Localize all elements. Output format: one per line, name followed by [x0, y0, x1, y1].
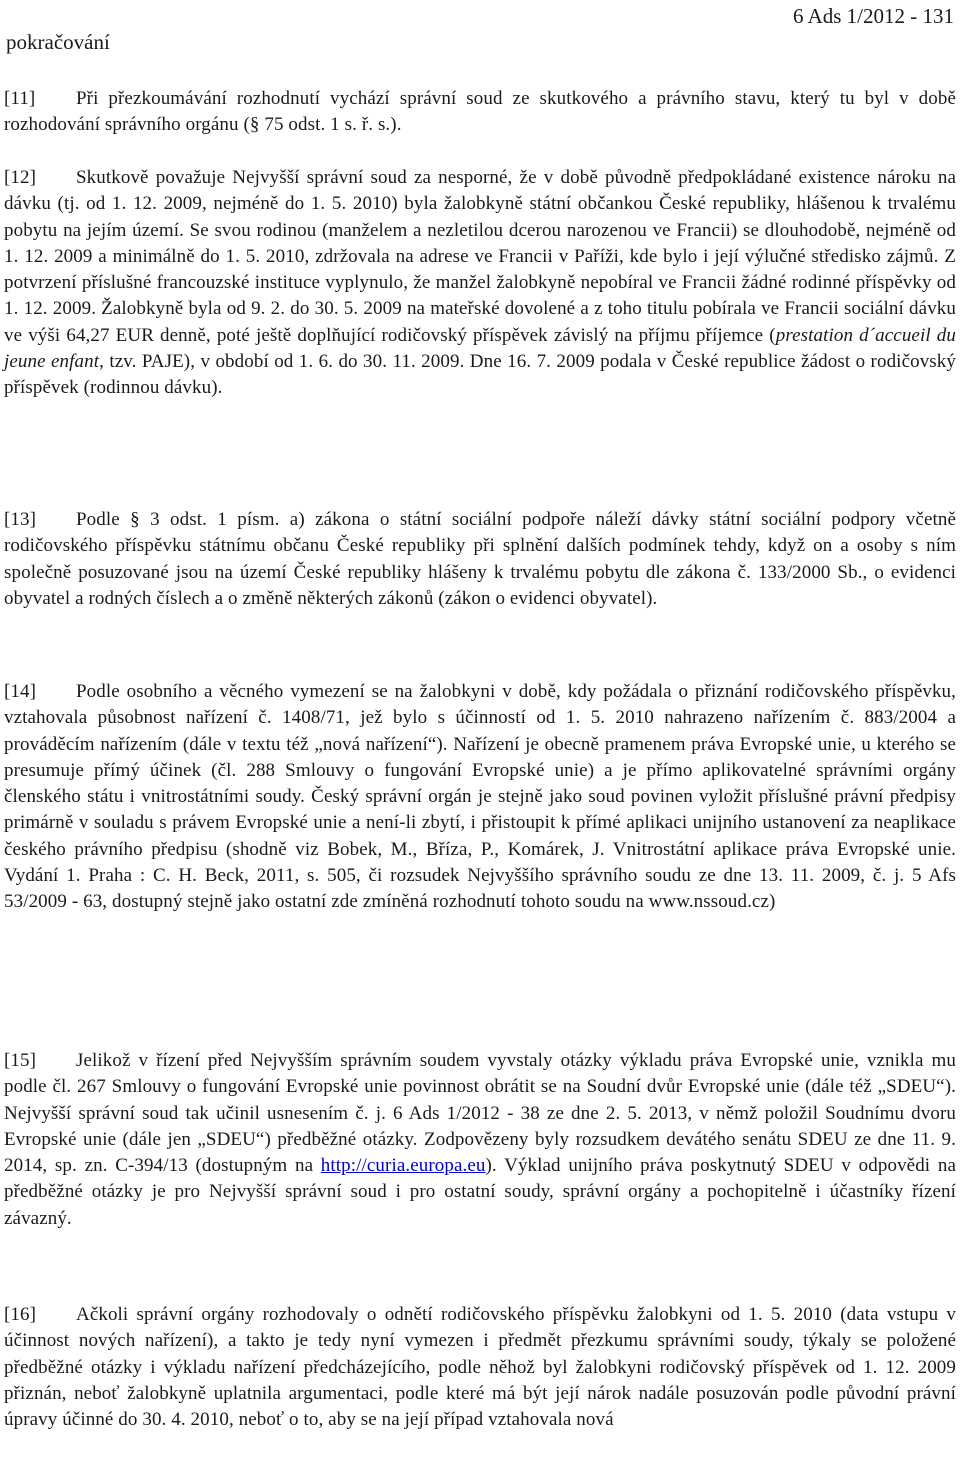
paragraph-14 [4, 679, 956, 916]
paragraph-text: Ačkoli správní orgány rozhodovaly o odnětí rodičovského příspěvku žalobkyni od 1. 5. 2010 (data vstupu v účinnost nových nařízení), a takto je tedy nyní vymezen i předmět přezkumu správními soudy, týkaly se položené předběžné otázky i výkladu nařízení předcházejícího, podle něhož byl žalobkyni rodičovský příspěvek od 1. 12. 2009 přiznán, neboť žalobkyně uplatnila argumentaci, podle které má být její nárok nadále posuzován podle původní právní úpravy účinné do 30. 4. 2010, neboť o to, aby se na její případ vztahovala nová [4, 1304, 956, 1431]
paragraph-13 [4, 507, 956, 612]
paragraph-15 [4, 1048, 956, 1232]
paragraph-11 [4, 86, 956, 139]
paragraph-number: [13] [4, 509, 37, 530]
paragraph-number: [15] [4, 1050, 37, 1071]
paragraph-italic-text: prestation d´accueil du jeune enfant [4, 324, 956, 373]
paragraph-text: Při přezkoumávání rozhodnutí vychází správní soud ze skutkového a právního stavu, který tu byl v době rozhodování správního orgánu (§ 75 odst. 1 s. ř. s.). [4, 88, 956, 136]
paragraph-16 [4, 1302, 956, 1433]
paragraph-number: [12] [4, 167, 37, 188]
paragraph-number: [16] [4, 1304, 37, 1325]
paragraph-number: [11] [4, 88, 36, 109]
paragraph-text: Jelikož v řízení před Nejvyšším správním soudem vyvstaly otázky výkladu práva Evropské unie, vznikla mu podle čl. 267 Smlouvy o fungování Evropské unie povinnost obrátit se na Soudní dvůr Evropské unie (dále též „SDEU“). Nejvyšší správní soud tak učinil usnesením č. j. 6 Ads 1/2012 - 38 ze dne 2. 5. 2013, v němž položil Soudnímu dvoru Evropské unie (dále jen „SDEU“) předběžné otázky. Zodpovězeny byly rozsudkem devátého senátu SDEU ze dne 11. 9. 2014, sp. zn. C-394/13 (dostupným na [4, 1050, 956, 1177]
curia-link[interactable]: http://curia.europa.eu [320, 1155, 486, 1177]
paragraph-text: Skutkově považuje Nejvyšší správní soud za nesporné, že v době původně předpokládané existence nároku na dávku (tj. od 1. 12. 2009, nejméně do 1. 5. 2010) byla žalobkyně státní občankou České republiky, hlášenou k trvalému pobytu na jejím území. Se svou rodinou (manželem a nezletilou dcerou narozenou ve Francii) se dlouhodobě, nejméně od 1. 12. 2009 a minimálně do 1. 5. 2010, zdržovala na adrese ve Francii v Paříži, kde bylo i její výlučné středisko zájmů. Z potvrzení příslušné francouzské instituce vyplynulo, že manžel žalobkyně nepobíral ve Francii žádné rodinné příspěvky od 1. 12. 2009. Žalobkyně byla od 9. 2. do 30. 5. 2009 na mateřské dovolené a z toho titulu pobírala ve Francii sociální dávku ve výši 64,27 EUR denně, poté ještě doplňující rodičovský příspěvek závislý na příjmu příjemce ( [4, 167, 956, 346]
paragraph-text: Podle § 3 odst. 1 písm. a) zákona o státní sociální podpoře náleží dávky státní sociální podpory včetně rodičovského příspěvku státnímu občanu České republiky při splnění dalších podmínek tehdy, když on a osoby s ním společně posuzované jsou na území České republiky hlášeny k trvalému pobytu dle zákona č. 133/2000 Sb., o evidenci obyvatel a rodných číslech a o změně některých zákonů (zákon o evidenci obyvatel). [4, 509, 956, 609]
paragraph-12 [4, 165, 956, 402]
paragraph-number: [14] [4, 681, 37, 702]
case-number: 6 Ads 1/2012 - 131 [792, 4, 954, 28]
paragraph-text-continued: ). Výklad unijního práva poskytnutý SDEU v odpovědi na předběžné otázky je pro Nejvyšší správní soud i pro ostatní soudy, správní orgány a pochopitelně i účastníky řízení závazný. [4, 1155, 956, 1229]
continuation-label: pokračování [6, 30, 110, 54]
paragraph-text-continued: , tzv. PAJE), v období od 1. 6. do 30. 11. 2009. Dne 16. 7. 2009 podala v České republice žádost o rodičovský příspěvek (rodinnou dávku). [4, 351, 956, 399]
paragraph-text: Podle osobního a věcného vymezení se na žalobkyni v době, kdy požádala o přiznání rodičovského příspěvku, vztahovala působnost nařízení č. 1408/71, jež bylo s účinností od 1. 5. 2010 nahrazeno nařízením č. 883/2004 a prováděcím nařízením (dále v textu též „nová nařízení“). Nařízení je obecně pramenem práva Evropské unie, u kterého se presumuje přímý účinek (čl. 288 Smlouvy o fungování Evropské unie) a je přímo aplikovatelné správními orgány členského státu i vnitrostátními soudy. Český správní orgán je stejně jako soud povinen vyložit příslušné právní předpisy primárně v souladu s právem Evropské unie a není-li zbytí, i přistoupit k přímé aplikaci unijního ustanovení za neaplikace českého právního předpisu (shodně viz Bobek, M., Bříza, P., Komárek, J. Vnitrostátní aplikace práva Evropské unie. Vydání 1. Praha : C. H. Beck, 2011, s. 505, či rozsudek Nejvyššího správního soudu ze dne 13. 11. 2009, č. j. 5 Afs 53/2009 - 63, dostupný stejně jako ostatní zde zmíněná rozhodnutí tohoto soudu na www.nssoud.cz) [4, 681, 956, 913]
